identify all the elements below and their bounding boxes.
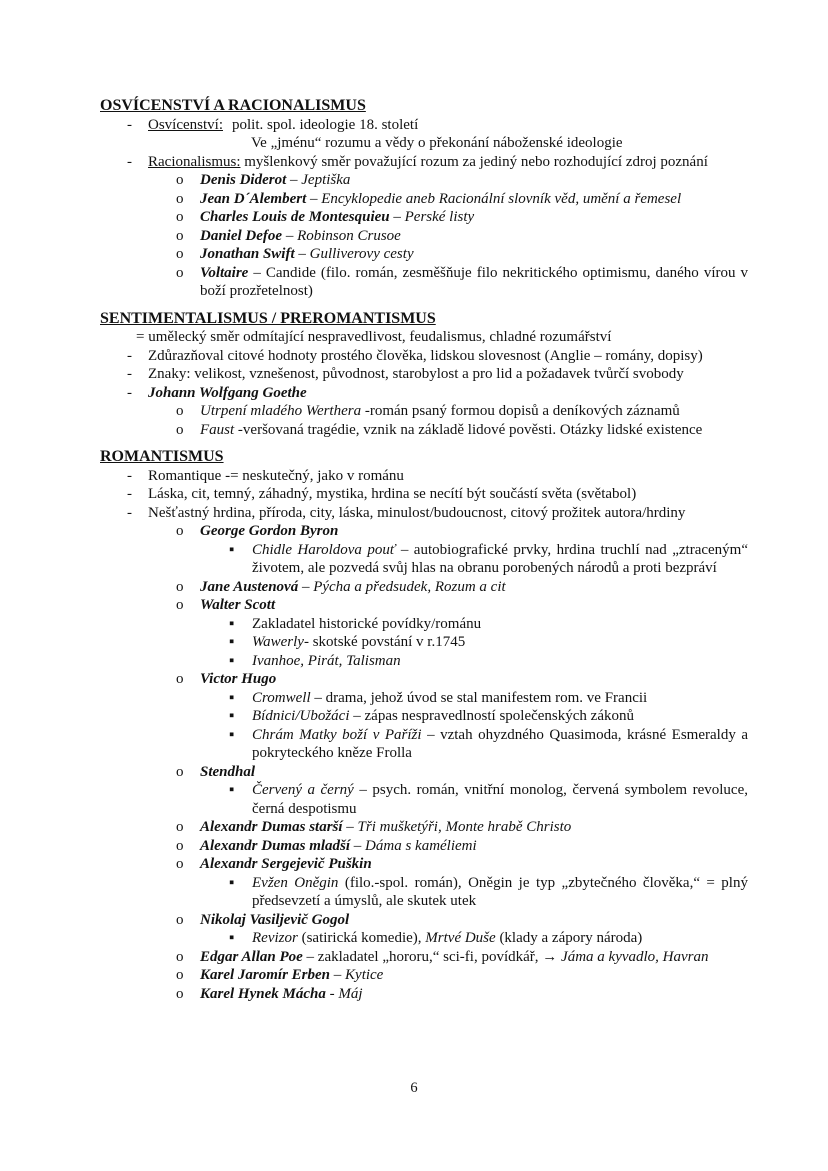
text-segment: Charles Louis de Montesquieu xyxy=(200,209,390,225)
text-segment: Osvícenství: xyxy=(148,116,223,133)
list-item xyxy=(0,485,828,504)
square-bullet: ▪ xyxy=(229,708,235,724)
text-segment: – xyxy=(298,578,314,595)
text-segment: myšlenkový směr považující rozum za jediný nebo rozhodující zdroj poznání xyxy=(240,153,708,170)
text-segment: Jáma a kyvadlo, Havran xyxy=(561,948,709,965)
text-segment: Utrpení mladého Werthera xyxy=(200,403,362,419)
list-item xyxy=(0,208,828,227)
list-item xyxy=(0,578,828,597)
list-item xyxy=(0,726,828,763)
dash-bullet: - xyxy=(127,116,132,133)
dash-bullet: - xyxy=(127,366,132,382)
text-segment: Kytice xyxy=(345,967,384,983)
text-segment: = umělecký směr odmítající nespravedlivost, feudalismus, chladné rozumářství xyxy=(136,329,612,345)
list-item xyxy=(0,596,828,615)
list-item xyxy=(0,985,828,1004)
text-segment: Chrám Matky boží v Paříži xyxy=(252,726,422,743)
list-item xyxy=(0,264,828,301)
text-segment: Revizor xyxy=(252,930,298,946)
text-segment: Jeptiška xyxy=(301,172,351,188)
list-item xyxy=(0,365,828,384)
text-segment: Bídnici/Ubožáci xyxy=(252,708,350,724)
document-section xyxy=(0,310,828,440)
text-segment: Edgar Allan Poe xyxy=(200,948,303,965)
list-item xyxy=(0,245,828,264)
text-segment: Karel Jaromír Erben xyxy=(200,967,331,983)
circle-bullet: o xyxy=(176,911,184,928)
list-item xyxy=(0,966,828,985)
dash-bullet: - xyxy=(127,467,132,484)
list-item xyxy=(0,689,828,708)
text-segment: Karel Hynek Mácha xyxy=(200,985,326,1002)
list-item xyxy=(0,837,828,856)
circle-bullet: o xyxy=(176,523,184,539)
text-segment: – xyxy=(342,819,358,835)
list-item xyxy=(0,763,828,782)
text-segment: Encyklopedie aneb Racionální slovník věd, umění a řemesel xyxy=(321,190,682,207)
text-segment: Ivanhoe, Pirát, Talisman xyxy=(252,652,401,669)
text-segment: Ve „jménu“ rozumu a vědy o překonání náboženské ideologie xyxy=(251,135,623,151)
text-segment: Chidle Haroldova pouť xyxy=(252,541,396,558)
text-segment: Perské listy xyxy=(404,209,475,225)
text-segment: Walter Scott xyxy=(200,597,276,613)
text-segment: – xyxy=(389,209,405,225)
text-segment: – xyxy=(330,967,346,983)
circle-bullet: o xyxy=(176,856,184,872)
list-item xyxy=(0,948,828,967)
section-heading: SENTIMENTALISMUS / PREROMANTISMUS xyxy=(100,309,436,327)
list-item xyxy=(0,134,828,153)
list-item xyxy=(0,384,828,403)
circle-bullet: o xyxy=(176,190,184,207)
list-item xyxy=(0,467,828,486)
text-segment: – xyxy=(282,227,298,244)
page-number: 6 xyxy=(410,1080,418,1096)
circle-bullet: o xyxy=(176,578,184,595)
text-segment: Alexandr Sergejevič Puškin xyxy=(200,856,372,872)
text-segment: -román psaný formou dopisů a deníkových záznamů xyxy=(361,403,680,419)
text-segment: (klady a zápory národa) xyxy=(495,930,643,946)
text-segment: Pýcha a předsudek, Rozum a cit xyxy=(313,578,506,595)
circle-bullet: o xyxy=(176,172,184,188)
square-bullet: ▪ xyxy=(229,726,235,743)
circle-bullet: o xyxy=(176,948,184,965)
list-item xyxy=(0,328,828,347)
text-segment: – drama, jehož úvod se stal manifestem rom. ve Francii xyxy=(310,689,648,706)
text-segment: Robinson Crusoe xyxy=(297,227,401,244)
text-segment: – xyxy=(286,172,302,188)
list-item xyxy=(0,781,828,818)
list-item xyxy=(0,116,828,135)
circle-bullet: o xyxy=(176,421,184,438)
text-segment: Jane Austenová xyxy=(200,578,299,595)
text-segment: – autobiografické prvky, hrdina truchlí nad „ztraceným“ životem, ale pozvedá svůj hlas na obranu porobených národů a proti bezpráví xyxy=(252,541,748,576)
text-segment: Victor Hugo xyxy=(200,671,277,687)
text-segment: - xyxy=(325,985,339,1002)
text-segment: Láska, cit, temný, záhadný, mystika, hrdina se necítí být součástí světa (světabol) xyxy=(148,486,637,502)
list-item xyxy=(0,874,828,911)
text-segment: Alexandr Dumas starší xyxy=(200,819,343,835)
square-bullet: ▪ xyxy=(229,930,235,946)
text-segment: Stendhal xyxy=(200,763,256,780)
circle-bullet: o xyxy=(176,246,184,262)
text-segment: Jean D´Alembert xyxy=(200,190,307,207)
text-segment: – zápas nespravedlností společenských zákonů xyxy=(349,708,634,724)
text-segment: Johann Wolfgang Goethe xyxy=(148,384,307,401)
circle-bullet: o xyxy=(176,967,184,983)
list-item xyxy=(0,818,828,837)
square-bullet: ▪ xyxy=(229,689,235,706)
circle-bullet: o xyxy=(176,264,184,281)
text-segment: Dáma s kaméliemi xyxy=(365,837,477,854)
circle-bullet: o xyxy=(176,763,184,780)
list-item xyxy=(0,707,828,726)
list-item xyxy=(0,670,828,689)
list-item xyxy=(0,911,828,930)
dash-bullet: - xyxy=(127,384,132,401)
text-segment: polit. spol. ideologie 18. století xyxy=(232,116,419,133)
square-bullet: ▪ xyxy=(229,782,235,798)
text-segment: Wawerly xyxy=(252,634,304,650)
circle-bullet: o xyxy=(176,209,184,225)
list-item xyxy=(0,522,828,541)
list-item xyxy=(0,652,828,671)
text-segment: – xyxy=(306,190,322,207)
circle-bullet: o xyxy=(176,837,184,854)
list-item xyxy=(0,541,828,578)
text-segment: Faust xyxy=(200,421,235,438)
text-segment: Daniel Defoe xyxy=(200,227,283,244)
circle-bullet: o xyxy=(176,227,184,244)
text-segment: Zakladatel historické povídky/románu xyxy=(252,615,482,632)
text-segment: Nikolaj Vasiljevič Gogol xyxy=(200,911,350,928)
text-segment: (satirická komedie), xyxy=(297,930,426,946)
list-item xyxy=(0,929,828,948)
list-item xyxy=(0,171,828,190)
circle-bullet: o xyxy=(176,403,184,419)
text-segment: Denis Diderot xyxy=(200,172,287,188)
text-segment: Cromwell xyxy=(252,689,311,706)
text-segment: – vztah ohyzdného Quasimoda, krásné Esmeraldy a pokryteckého kněze Frolla xyxy=(252,726,748,761)
text-segment: Zdůrazňoval citové hodnoty prostého člověka, lidskou slovesnost (Anglie – romány, dopisy) xyxy=(148,347,703,364)
list-item xyxy=(0,504,828,523)
text-segment: – xyxy=(294,246,310,262)
section-heading: ROMANTISMUS xyxy=(100,448,224,465)
text-segment: Voltaire xyxy=(200,264,249,281)
document-section xyxy=(0,448,828,1003)
list-item xyxy=(0,402,828,421)
text-segment: George Gordon Byron xyxy=(200,523,339,539)
text-segment: – xyxy=(350,837,366,854)
circle-bullet: o xyxy=(176,671,184,687)
square-bullet: ▪ xyxy=(229,874,235,891)
list-item xyxy=(0,615,828,634)
list-item xyxy=(0,227,828,246)
dash-bullet: - xyxy=(127,347,132,364)
square-bullet: ▪ xyxy=(229,634,235,650)
circle-bullet: o xyxy=(176,597,184,613)
text-segment: -veršovaná tragédie, vznik na základě lidové pověsti. Otázky lidské existence xyxy=(234,421,703,438)
text-segment: Mrtvé Duše xyxy=(425,930,496,946)
text-segment: Alexandr Dumas mladší xyxy=(200,837,351,854)
text-segment: Znaky: velikost, vznešenost, původnost, starobylost a pro lid a požadavek tvůrčí svobody xyxy=(148,366,684,382)
document-section xyxy=(0,97,828,301)
text-segment: – Candide (filo. román, zesměšňuje filo nekritického optimismu, daného vírou v boží prozřetelnost) xyxy=(200,264,748,299)
section-heading: OSVÍCENSTVÍ A RACIONALISMUS xyxy=(100,97,366,114)
list-item xyxy=(0,153,828,172)
text-segment: Červený a černý xyxy=(252,782,354,798)
text-segment: Nešťastný hrdina, příroda, city, láska, minulost/budoucnost, citový prožitek autora/hrdiny xyxy=(148,504,686,521)
text-segment: – zakladatel „hororu,“ sci-fi, povídkář, → xyxy=(302,948,562,965)
text-segment: Evžen Oněgin xyxy=(252,874,339,891)
text-segment: Jonathan Swift xyxy=(200,246,295,262)
text-segment: (filo.-spol. román), Oněgin je typ „zbytečného člověka,“ = plný předsevzetí a úmyslů, ale skutek utek xyxy=(252,874,748,909)
list-item xyxy=(0,347,828,366)
text-segment: Romantique -= neskutečný, jako v románu xyxy=(148,467,404,484)
dash-bullet: - xyxy=(127,486,132,502)
square-bullet: ▪ xyxy=(229,652,235,669)
square-bullet: ▪ xyxy=(229,541,235,558)
text-segment: - skotské povstání v r.1745 xyxy=(303,634,466,650)
list-item xyxy=(0,421,828,440)
text-segment: – psych. román, vnitřní monolog, červená symbolem revoluce, černá despotismu xyxy=(252,782,748,817)
list-item xyxy=(0,190,828,209)
text-segment: Gulliverovy cesty xyxy=(309,246,414,262)
text-segment: Tři mušketýři, Monte hrabě Christo xyxy=(357,819,572,835)
document-content xyxy=(0,97,828,1003)
text-segment: Racionalismus: xyxy=(148,153,241,170)
text-segment: Máj xyxy=(338,985,363,1002)
square-bullet: ▪ xyxy=(229,615,235,632)
dash-bullet: - xyxy=(127,504,132,521)
dash-bullet: - xyxy=(127,153,132,170)
list-item xyxy=(0,855,828,874)
circle-bullet: o xyxy=(176,985,184,1002)
circle-bullet: o xyxy=(176,819,184,835)
list-item xyxy=(0,633,828,652)
